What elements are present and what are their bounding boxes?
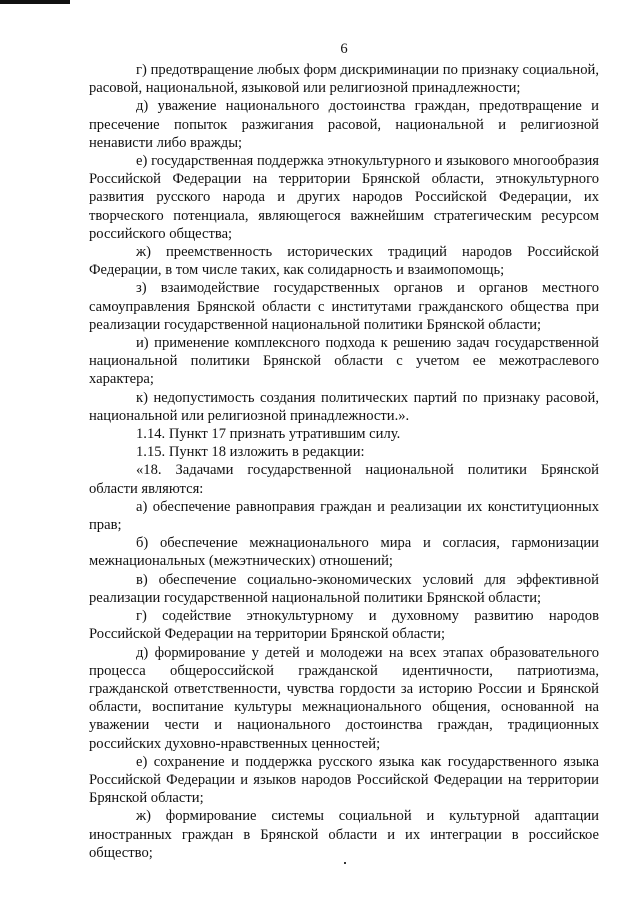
paragraph-d: д) уважение национального достоинства граждан, предотвращение и пресечение попыток разжигания расовой, национальной и религиозной ненависти либо вражды; <box>89 98 599 151</box>
paragraph-18-zh: ж) формирование системы социальной и культурной адаптации иностранных граждан в Брянской области и их интеграции в российское общество; <box>89 808 599 861</box>
paragraph-18-intro: «18. Задачами государственной национальной политики Брянской области являются: <box>89 462 599 497</box>
paragraph-18-d: д) формирование у детей и молодежи на всех этапах образовательного процесса общероссийской гражданской идентичности, патриотизма, гражданской ответственности, чувства гордости за историю России и Брянской области, воспитание культуры межнационального общения, основанной на уважении чести и национального достоинства граждан, традиционных российских духовно-нравственных ценностей; <box>89 644 599 752</box>
paragraph-zh: ж) преемственность исторических традиций народов Российской Федерации, в том числе таких, как солидарность и взаимопомощь; <box>89 244 599 279</box>
paragraph-18-b: б) обеспечение межнационального мира и согласия, гармонизации межнациональных (межэтнических) отношений; <box>89 535 599 570</box>
paragraph-1-14: 1.14. Пункт 17 признать утратившим силу. <box>136 426 401 443</box>
paragraph-z: з) взаимодействие государственных органов и органов местного самоуправления Брянской области с институтами гражданского общества при реализации государственной национальной политики Брянской области; <box>89 280 599 333</box>
paragraph-18-v: в) обеспечение социально-экономических условий для эффективной реализации государственной национальной политики Брянской области; <box>89 571 599 606</box>
paragraph-18-a: а) обеспечение равноправия граждан и реализации их конституционных прав; <box>89 498 599 534</box>
paragraph-k: к) недопустимость создания политических партий по признаку расовой, национальной или религиозной принадлежности.». <box>89 389 599 424</box>
document-page <box>89 38 599 862</box>
paragraph-e: е) государственная поддержка этнокультурного и языкового многообразия Российской Федерации на территории Брянской области, этнокультурного развития русского народа и других народов Российской Федерации, их творческого потенциала, являющегося важнейшим стратегическим ресурсом российского общества; <box>89 153 599 242</box>
top-rule <box>0 0 70 4</box>
paragraph-g: г) предотвращение любых форм дискриминации по признаку социальной, расовой, национальной, языковой или религиозной принадлежности; <box>89 62 599 97</box>
paragraph-18-e: е) сохранение и поддержка русского языка как государственного языка Российской Федерации и языков народов Российской Федерации на территории Брянской области; <box>89 753 599 807</box>
scan-speck <box>344 862 346 864</box>
paragraph-i: и) применение комплексного подхода к решению задач государственной национальной политики Брянской области с учетом ее межотраслевого характера; <box>89 335 599 388</box>
paragraph-1-15: 1.15. Пункт 18 изложить в редакции: <box>136 444 365 461</box>
paragraph-18-g: г) содействие этнокультурному и духовному развитию народов Российской Федерации на территории Брянской области; <box>89 608 599 643</box>
page-number: 6 <box>340 41 348 57</box>
